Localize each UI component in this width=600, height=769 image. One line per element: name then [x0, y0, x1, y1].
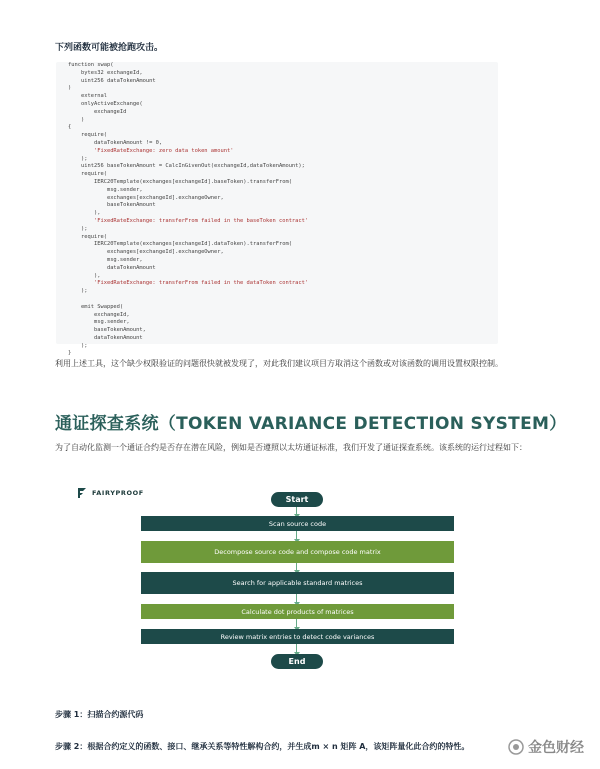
flow-arrow [296, 563, 297, 571]
code-line: require( [68, 171, 107, 178]
paragraph-tool-result: 利用上述工具，这个缺少权限验证的问题很快就被发现了，对此我们建议项目方取消这个函数或对该函数的调用设置权限控制。 [55, 359, 503, 368]
flow-arrow [296, 644, 297, 653]
code-line: ); [68, 288, 88, 295]
flow-end: End [271, 654, 323, 669]
paragraph-intro-system: 为了自动化监测一个通证合约是否存在潜在风险，例如是否遵照以太坊通证标准，我们开发了通证探查系统。该系统的运行过程如下： [55, 443, 527, 452]
flow-arrow [296, 507, 297, 515]
code-line: exchanges[exchangeId].exchangeOwner, [68, 249, 224, 256]
flow-arrow [296, 619, 297, 628]
code-line: bytes32 exchangeId, [68, 69, 143, 76]
code-line: function swap( [68, 62, 114, 68]
intro-text: 下列函数可能被抢跑攻击。 [55, 43, 164, 53]
code-line: onlyActiveExchange( [68, 100, 143, 107]
code-line: exchangeId, [68, 311, 130, 318]
code-line: msg.sender, [68, 186, 143, 193]
watermark-text: 金色财经 [528, 740, 584, 756]
code-block [56, 62, 498, 357]
code-line: dataTokenAmount != 0, [68, 139, 163, 146]
flow-arrow [296, 531, 297, 540]
code-line: ) [68, 85, 72, 92]
logo-text: FAIRYPROOF [92, 489, 144, 497]
code-line: dataTokenAmount [68, 264, 156, 271]
step-2-text: 步骤 2：根据合约定义的函数、接口、继承关系等特性解构合约，并生成m × n 矩阵 A，该矩阵量化此合约的特性。 [55, 742, 470, 751]
flow-start: Start [271, 492, 323, 507]
code-line: 'FixedRateExchange: transferFrom failed in the dataToken contract' [68, 280, 309, 287]
code-line: require( [68, 233, 107, 240]
code-line: ); [68, 155, 88, 162]
flow-step-dot-products: Calculate dot products of matrices [141, 604, 454, 619]
code-line: IERC20Template(exchanges[exchangeId].dataToken).transferFrom( [68, 241, 292, 248]
code-line: baseTokenAmount [68, 202, 156, 209]
watermark [504, 735, 588, 759]
code-line: IERC20Template(exchanges[exchangeId].baseToken).transferFrom( [68, 178, 292, 185]
code-line: 'FixedRateExchange: transferFrom failed in the baseToken contract' [68, 217, 309, 224]
section-heading: 通证探查系统（TOKEN VARIANCE DETECTION SYSTEM） [55, 414, 567, 434]
code-line: ), [68, 272, 101, 279]
code-line: uint256 dataTokenAmount [68, 77, 156, 84]
code-line: msg.sender, [68, 319, 130, 326]
code-line: exchanges[exchangeId].exchangeOwner, [68, 194, 224, 201]
watermark-logo-icon [508, 739, 524, 755]
code-line: ); [68, 342, 88, 349]
flow-step-scan: Scan source code [141, 516, 454, 531]
code-text [56, 62, 498, 358]
step-1-text: 步骤 1：扫描合约源代码 [55, 710, 144, 719]
code-line: ); [68, 225, 88, 232]
code-line: uint256 baseTokenAmount = CalcInGivenOut(exchangeId,dataTokenAmount); [68, 163, 305, 170]
code-line: dataTokenAmount [68, 334, 143, 341]
code-line [68, 296, 498, 304]
code-line: require( [68, 132, 107, 139]
code-line: } [68, 350, 72, 357]
fairyproof-logo-icon [76, 487, 88, 499]
code-line: emit Swapped( [68, 303, 124, 310]
fairyproof-logo [76, 487, 144, 499]
code-line: baseTokenAmount, [68, 327, 146, 334]
code-line: external [68, 93, 107, 100]
code-line: { [68, 124, 72, 131]
code-line: ) [68, 116, 85, 123]
flow-step-review: Review matrix entries to detect code variances [141, 629, 454, 644]
code-line: msg.sender, [68, 256, 143, 263]
code-line: exchangeId [68, 108, 127, 115]
code-line: 'FixedRateExchange: zero data token amount' [68, 147, 234, 154]
flow-step-decompose: Decompose source code and compose code matrix [141, 541, 454, 563]
flow-arrow [296, 594, 297, 603]
code-line: ), [68, 210, 101, 217]
flow-step-search: Search for applicable standard matrices [141, 572, 454, 594]
